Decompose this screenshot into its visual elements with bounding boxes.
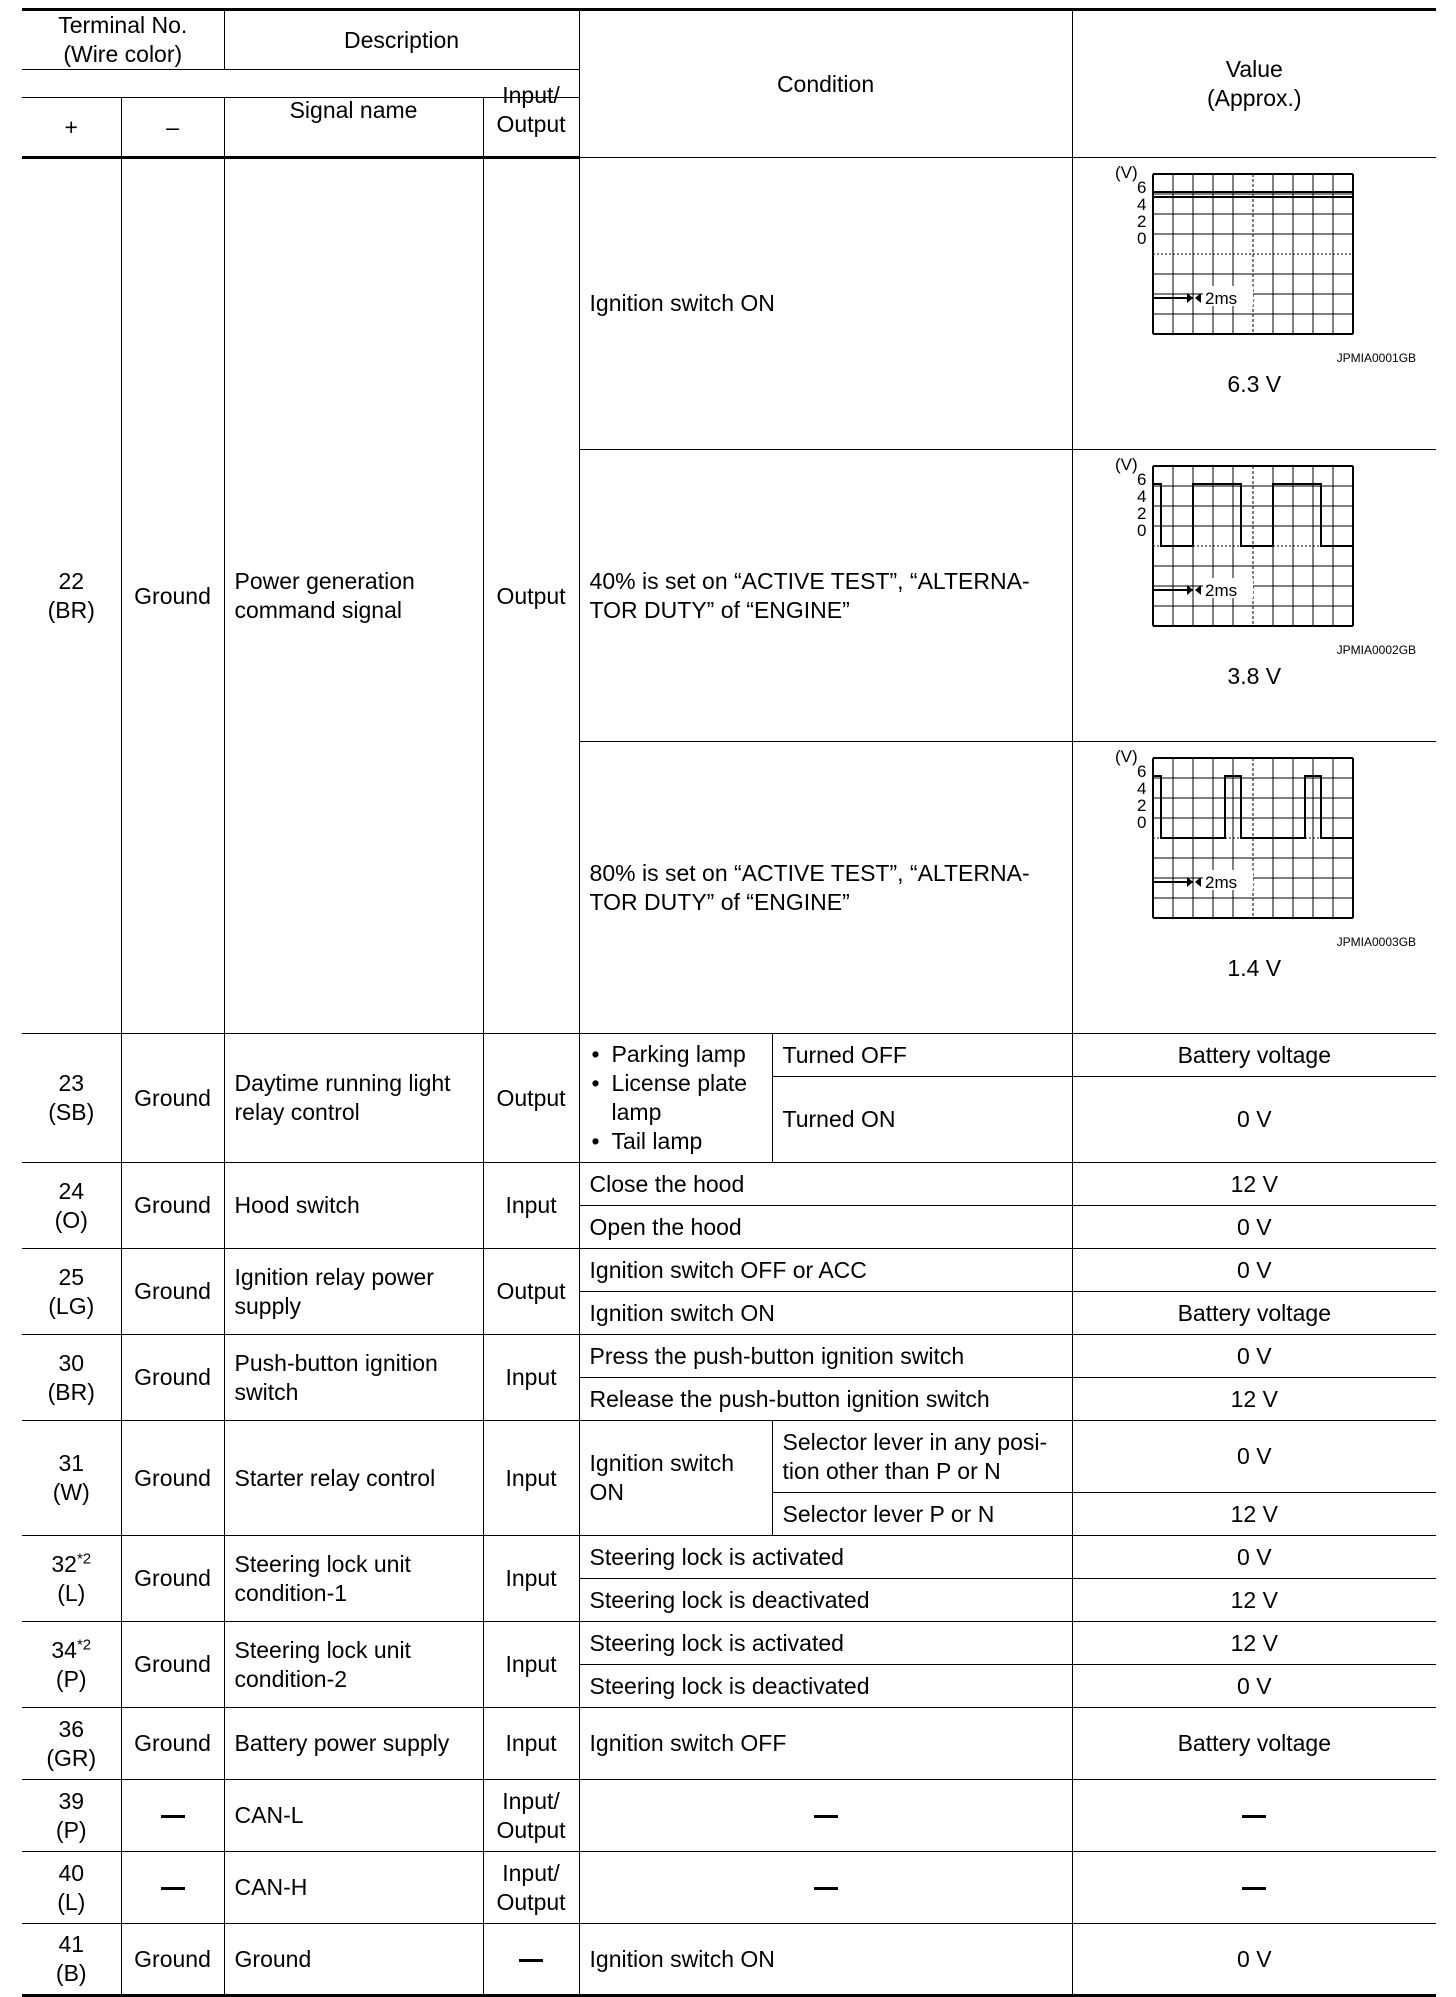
axis-tick-label: 0 [1136,520,1146,540]
value-cell: 12 V [1072,1163,1436,1206]
waveform-figure [1073,160,1437,448]
footnote-mark: *2 [76,1635,92,1653]
minus-cell: Ground [121,1163,224,1249]
value-cell: 0 V [1072,1206,1436,1249]
signal-cell: Battery power supply [224,1708,483,1780]
dash-mark [161,1815,185,1818]
value-cell: 12 V [1072,1622,1436,1665]
table-row [22,1924,1436,1996]
time-scale-label: 2ms [1204,288,1237,308]
minus-cell: Ground [121,1536,224,1622]
io-cell: Input [483,1622,579,1708]
value-cell [1072,158,1436,450]
table-row [22,1852,1436,1924]
minus-cell [121,1852,224,1924]
figure-id: JPMIA0001GB [1336,350,1417,365]
signal-cell: Daytime running light relay control [224,1034,483,1163]
terminal-cell: 23 (SB) [22,1034,121,1163]
waveform-figure [1073,744,1437,1032]
minus-cell: Ground [121,1335,224,1421]
terminal-table [22,8,1436,1997]
axis-tick-label: 4 [1136,486,1146,506]
condition-cell: Ignition switch ON [579,1421,772,1536]
oscilloscope-waveform-flat [1115,166,1365,346]
axis-tick-label: 6 [1136,761,1146,781]
table-row [22,1622,1436,1665]
condition-cell: Ignition switch ON [579,1292,1072,1335]
io-cell [483,1924,579,1996]
signal-cell: Ground [224,1924,483,1996]
condition-cell: Ignition switch ON [579,1924,1072,1996]
axis-unit-label: (V) [1114,749,1138,766]
value-cell: Battery voltage [1072,1292,1436,1335]
value-cell: 0 V [1072,1249,1436,1292]
plus-header: + [22,98,121,158]
list-item: • License plate lamp [586,1069,766,1127]
condition-cell: 80% is set on “ACTIVE TEST”, “ALTERNA- TOR DUTY” of “ENGINE” [579,742,1072,1034]
terminal-cell: 41 (B) [22,1924,121,1996]
condition-cell: Turned ON [772,1077,1072,1163]
terminal-cell: 31 (W) [22,1421,121,1536]
table-row [22,1421,1436,1493]
terminal-cell: 25 (LG) [22,1249,121,1335]
axis-tick-label: 4 [1136,194,1146,214]
waveform-figure [1073,452,1437,740]
minus-cell: Ground [121,1708,224,1780]
io-cell: Output [483,1034,579,1163]
io-cell: Input [483,1163,579,1249]
lamp-list-cell [579,1034,772,1163]
condition-cell: Press the push-button ignition switch [579,1335,1072,1378]
condition-cell: Ignition switch ON [579,158,1072,450]
dash-mark [161,1887,185,1890]
terminal-no-header: Terminal No. (Wire color) [22,10,224,70]
minus-cell [121,1780,224,1852]
signal-cell: Steering lock unit condition-1 [224,1536,483,1622]
condition-cell: Ignition switch OFF [579,1708,1072,1780]
table-row [22,1780,1436,1852]
table-row [22,1708,1436,1780]
header-row [22,10,1436,70]
terminal-cell: 34$^{*2}$ (P) [22,1622,121,1708]
condition-cell: 40% is set on “ACTIVE TEST”, “ALTERNA- TOR DUTY” of “ENGINE” [579,450,1072,742]
terminal-cell: 40 (L) [22,1852,121,1924]
signal-cell: Push-button ignition switch [224,1335,483,1421]
condition-cell: Close the hood [579,1163,1072,1206]
io-header: Input/ Output [483,81,579,141]
io-cell: Output [483,158,579,1034]
io-cell: Input/ Output [483,1852,579,1924]
time-scale-label: 2ms [1204,872,1237,892]
dash-mark [814,1815,838,1818]
minus-cell: Ground [121,158,224,1034]
value-cell: 0 V [1072,1924,1436,1996]
table-row [22,1163,1436,1206]
value-cell [1072,742,1436,1034]
terminal-cell: 39 (P) [22,1780,121,1852]
condition-cell: Steering lock is deactivated [579,1579,1072,1622]
table-row [22,158,1436,450]
signal-cell: CAN-L [224,1780,483,1852]
signal-cell: Steering lock unit condition-2 [224,1622,483,1708]
axis-tick-label: 0 [1136,812,1146,832]
oscilloscope-waveform-40 [1115,458,1365,638]
value-header: Value (Approx.) [1072,10,1436,158]
value-cell: Battery voltage [1072,1708,1436,1780]
signal-cell: CAN-H [224,1852,483,1924]
table-row [22,1536,1436,1579]
value-cell: 12 V [1072,1493,1436,1536]
value-cell: 0 V [1072,1536,1436,1579]
voltage-value: 6.3 V [1227,370,1282,397]
io-cell: Input [483,1421,579,1536]
list-item: • Parking lamp [586,1040,766,1069]
subcondition-cell: Selector lever P or N [772,1493,1072,1536]
value-cell: Battery voltage [1072,1034,1436,1077]
axis-unit-label: (V) [1114,165,1138,182]
condition-cell: Steering lock is activated [579,1536,1072,1579]
axis-tick-label: 6 [1136,177,1146,197]
io-cell: Input [483,1708,579,1780]
dash-mark [814,1887,838,1890]
value-cell [1072,1780,1436,1852]
signal-cell: Hood switch [224,1163,483,1249]
minus-header: – [121,98,224,158]
table-row [22,1335,1436,1378]
table-row [22,1034,1436,1077]
signal-name-header: Signal name [224,81,483,141]
terminal-cell: 30 (BR) [22,1335,121,1421]
condition-header: Condition [579,10,1072,158]
footnote-mark: *2 [76,1549,92,1567]
voltage-value: 1.4 V [1227,954,1282,981]
condition-cell: Open the hood [579,1206,1072,1249]
axis-tick-label: 6 [1136,469,1146,489]
condition-cell: Turned OFF [772,1034,1072,1077]
signal-cell: Power generation command signal [224,158,483,1034]
value-cell [1072,450,1436,742]
io-cell: Input [483,1335,579,1421]
value-cell: 0 V [1072,1077,1436,1163]
time-scale-label: 2ms [1204,580,1237,600]
table-row [22,1249,1436,1292]
oscilloscope-waveform-80 [1115,750,1365,930]
minus-cell: Ground [121,1034,224,1163]
value-cell: 0 V [1072,1421,1436,1493]
minus-cell: Ground [121,1622,224,1708]
value-cell: 0 V [1072,1335,1436,1378]
value-cell [1072,1852,1436,1924]
condition-cell: Steering lock is deactivated [579,1665,1072,1708]
axis-tick-label: 2 [1136,795,1146,815]
dash-mark [1242,1887,1266,1890]
terminal-cell: 36 (GR) [22,1708,121,1780]
value-cell: 0 V [1072,1665,1436,1708]
voltage-value: 3.8 V [1227,662,1282,689]
io-cell: Input [483,1536,579,1622]
minus-cell: Ground [121,1421,224,1536]
lamp-list [586,1040,766,1156]
io-cell: Output [483,1249,579,1335]
value-cell: 12 V [1072,1378,1436,1421]
condition-cell: Ignition switch OFF or ACC [579,1249,1072,1292]
axis-tick-label: 2 [1136,503,1146,523]
terminal-cell: 24 (O) [22,1163,121,1249]
subcondition-cell: Selector lever in any posi- tion other than P or N [772,1421,1072,1493]
description-header: Description [224,10,579,70]
value-cell: 12 V [1072,1579,1436,1622]
minus-cell: Ground [121,1924,224,1996]
figure-id: JPMIA0003GB [1336,934,1417,949]
axis-tick-label: 2 [1136,211,1146,231]
figure-id: JPMIA0002GB [1336,642,1417,657]
signal-cell: Starter relay control [224,1421,483,1536]
condition-cell [579,1852,1072,1924]
terminal-spec-sheet [22,8,1436,1986]
terminal-cell: 22 (BR) [22,158,121,1034]
axis-unit-label: (V) [1114,457,1138,474]
condition-cell [579,1780,1072,1852]
dash-mark [1242,1815,1266,1818]
axis-tick-label: 0 [1136,228,1146,248]
minus-cell: Ground [121,1249,224,1335]
list-item: • Tail lamp [586,1127,766,1156]
io-cell: Input/ Output [483,1780,579,1852]
signal-cell: Ignition relay power supply [224,1249,483,1335]
terminal-cell: 32$^{*2}$ (L) [22,1536,121,1622]
dash-mark [519,1959,543,1962]
condition-cell: Steering lock is activated [579,1622,1072,1665]
condition-cell: Release the push-button ignition switch [579,1378,1072,1421]
axis-tick-label: 4 [1136,778,1146,798]
